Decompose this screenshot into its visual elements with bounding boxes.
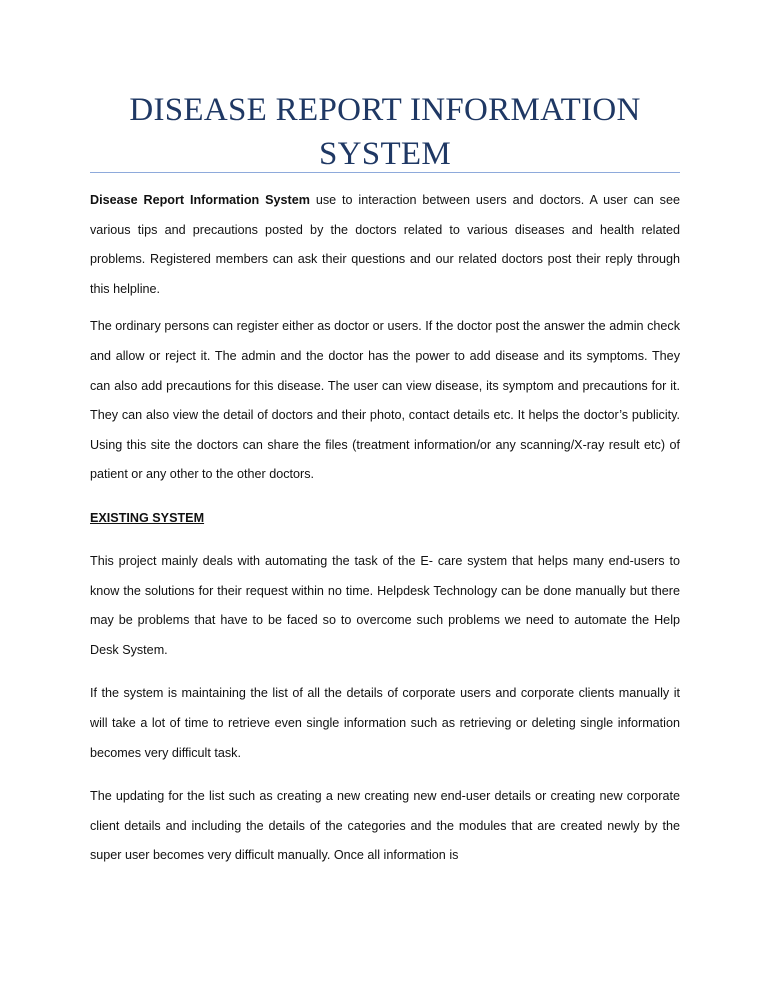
paragraph-automation: This project mainly deals with automating the task of the E- care system that helps many end-users to know the solutions for their request within no time. Helpdesk Technology can be done manually but there may be problems that have to be faced so to overcome such problems we need to automate the Help Desk System. <box>90 553 680 657</box>
paragraph-registration: The ordinary persons can register either as doctor or users. If the doctor post the answer the admin check and allow or reject it. The admin and the doctor has the power to add disease and its symptoms. They can also add precautions for this disease. The user can view disease, its symptom and precautions for it. They can also view the detail of doctors and their photo, contact details etc. It helps the doctor’s publicity. Using this site the doctors can share the files (treatment information/or any scanning/X-ray result etc) of patient or any other to the other doctors. <box>90 319 680 482</box>
spacer <box>90 768 680 782</box>
spacer <box>90 490 680 504</box>
paragraph-updating-list: The updating for the list such as creating a new creating new end-user details or creating new corporate client details and including the details of the categories and the modules that are created newly by the super user becomes very difficult manually. Once all information is <box>90 789 680 863</box>
spacer <box>90 304 680 312</box>
section-heading-existing-system: EXISTING SYSTEM <box>90 510 205 525</box>
title-line-2: SYSTEM <box>319 136 451 172</box>
title-line-1: DISEASE REPORT INFORMATION <box>129 92 641 128</box>
intro-text: use to interaction between users and doctors. A user can see various tips and precautions posted by the doctors related to various diseases and health related problems. Registered members can ask their questions and our related doctors post their reply through this helpline. <box>90 193 680 296</box>
intro-bold-term: Disease Report Information System <box>90 193 310 207</box>
title-divider <box>90 172 680 173</box>
document-body <box>90 186 680 871</box>
intro-paragraph <box>90 186 680 304</box>
spacer <box>90 665 680 679</box>
paragraph-maintaining-list: If the system is maintaining the list of all the details of corporate users and corporate clients manually it will take a lot of time to retrieve even single information such as retrieving or deleting single information becomes very difficult task. <box>90 686 680 760</box>
spacer <box>90 533 680 547</box>
page-title <box>90 88 680 176</box>
